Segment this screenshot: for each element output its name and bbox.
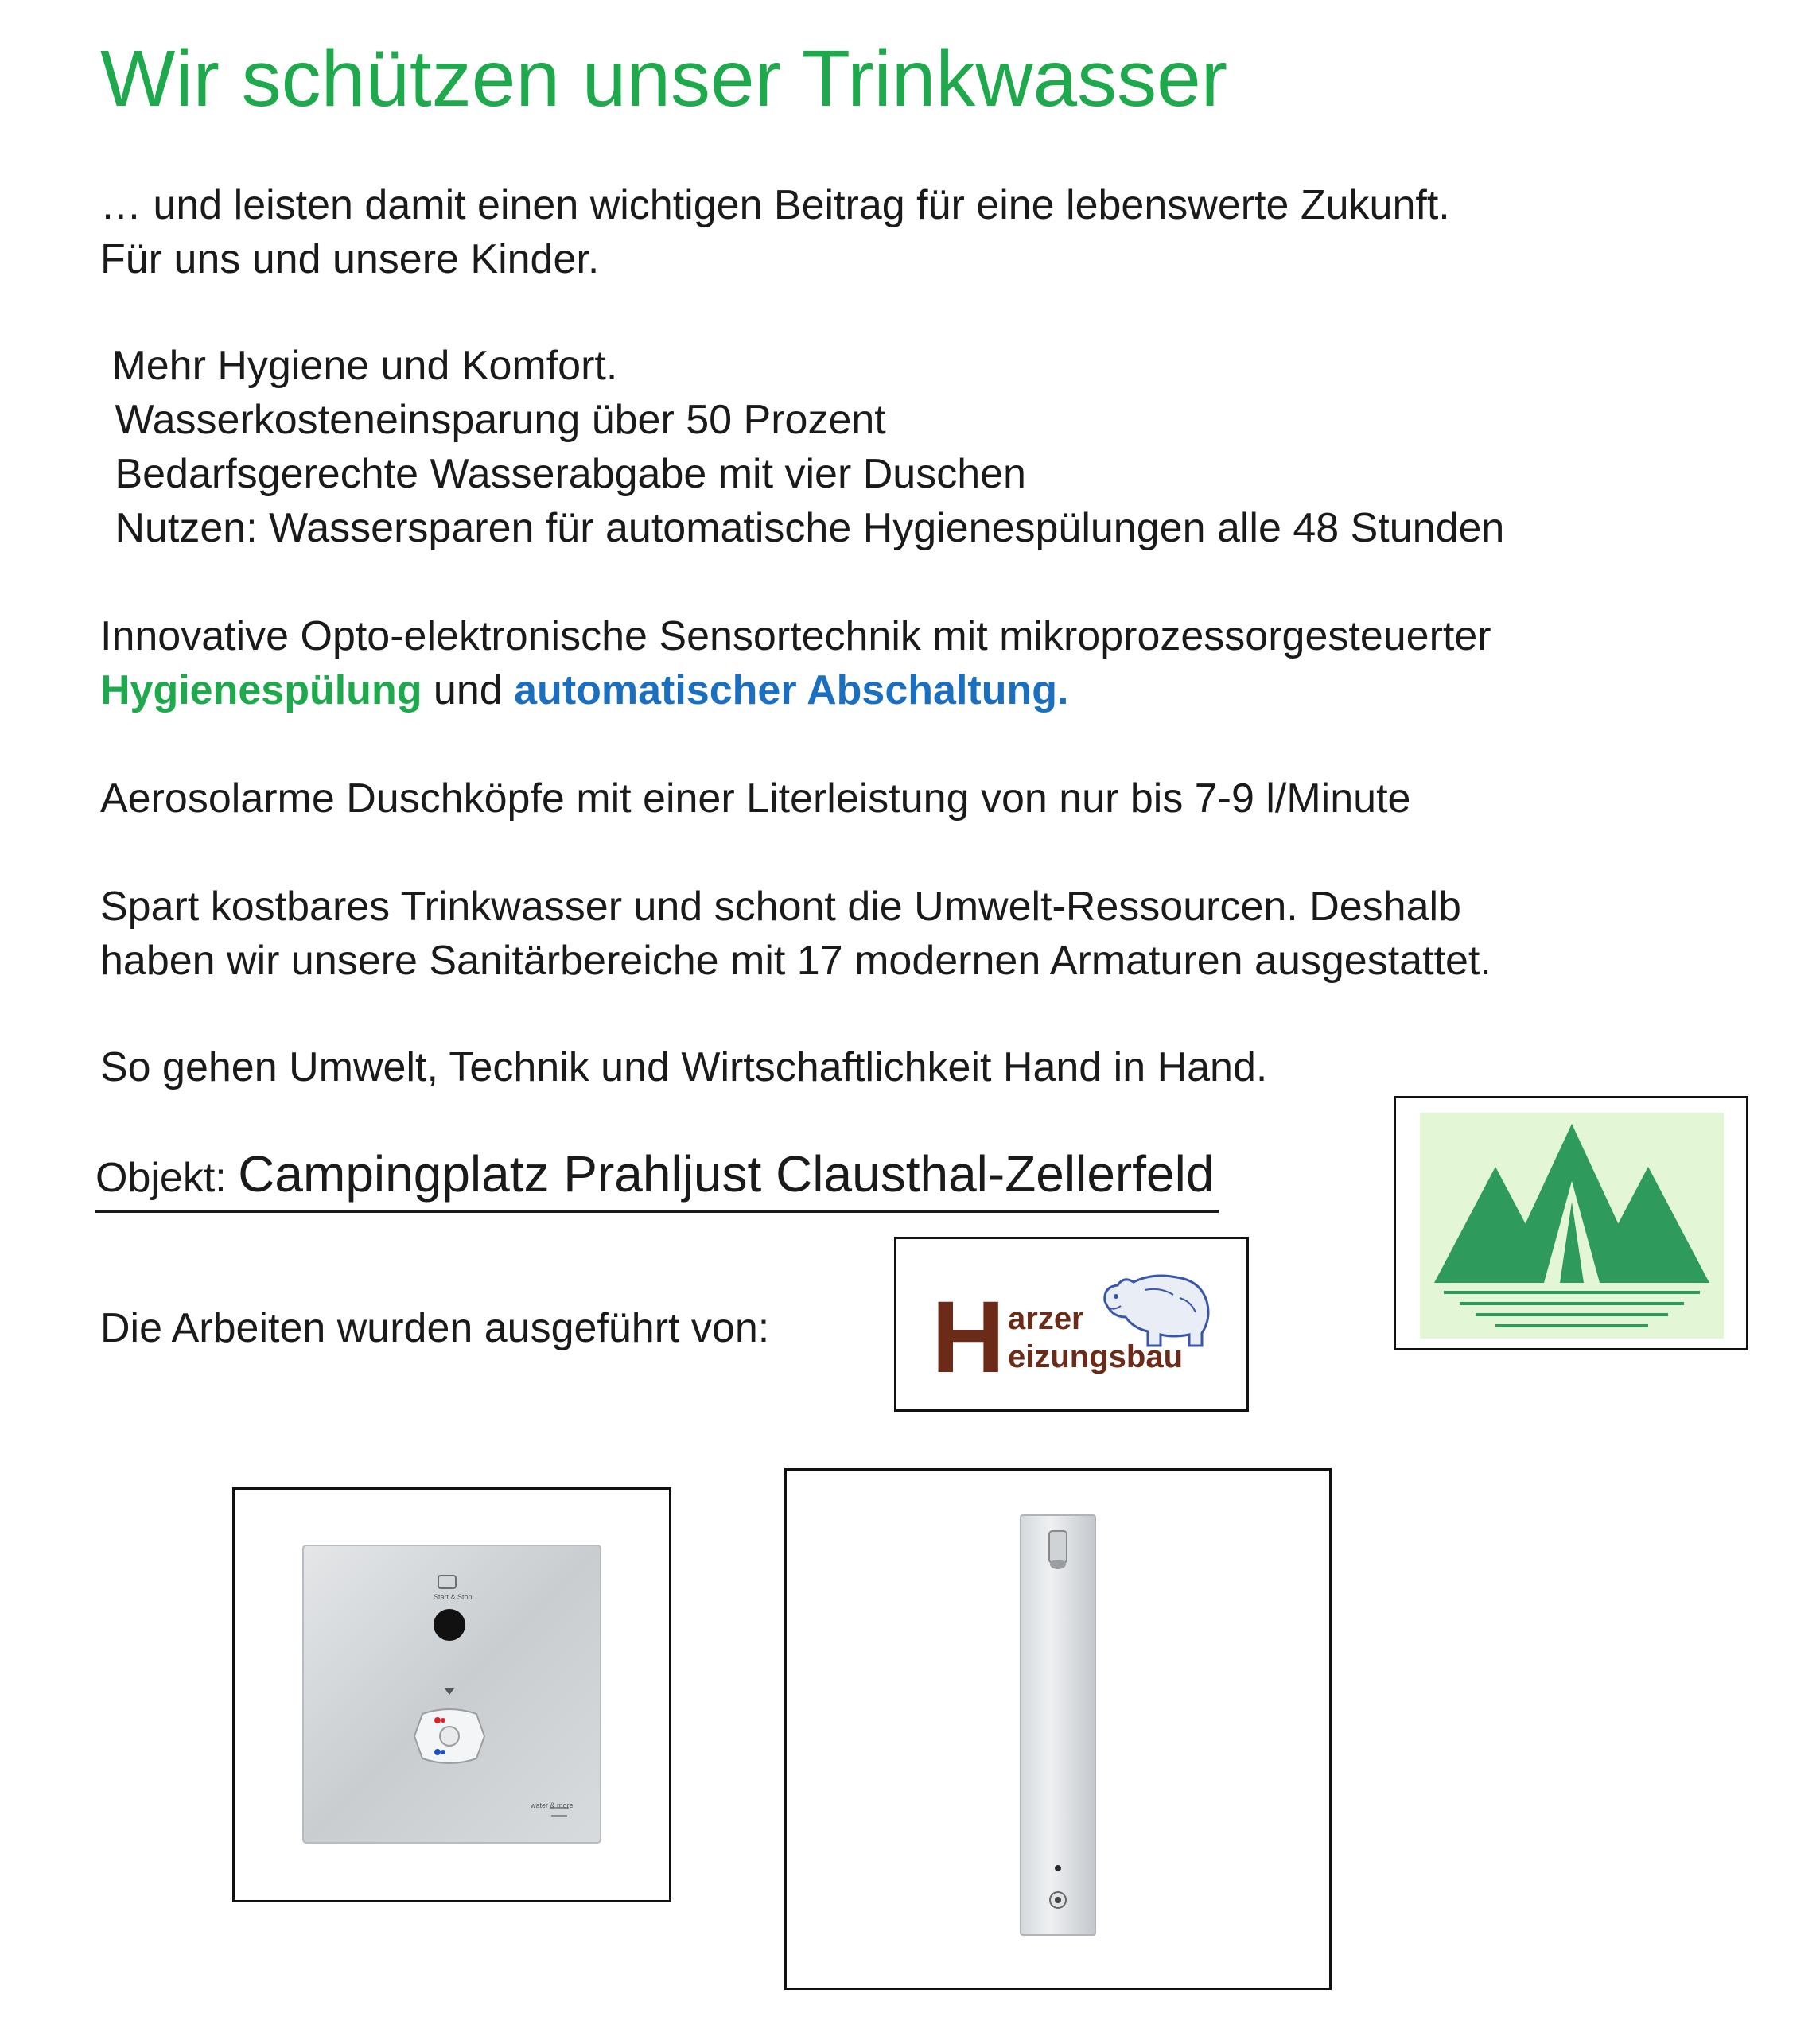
benefit-flush: Nutzen: Wassersparen für automatische Hygienespülungen alle 48 Stunden: [103, 505, 1505, 551]
panel-bottom-label: water & more: [531, 1801, 574, 1809]
page-title: Wir schützen unser Trinkwasser: [100, 34, 1228, 123]
benefit-demand: Bedarfsgerechte Wasserabgabe mit vier Duschen: [103, 451, 1026, 497]
contractor-label: Die Arbeiten wurden ausgeführt von:: [100, 1305, 770, 1351]
aerosol-text: Aerosolarme Duschköpfe mit einer Literleistung von nur bis 7-9 l/Minute: [100, 775, 1411, 822]
savings-line-1: Spart kostbares Trinkwasser und schont die Umwelt-Ressourcen. Deshalb: [100, 884, 1461, 930]
logo-word-heizungsbau: eizungsbau: [1008, 1339, 1184, 1374]
camping-logo-frame: [1394, 1096, 1748, 1350]
logo-letter-h: H: [931, 1280, 1005, 1394]
objekt-name: Campingplatz Prahljust Clausthal-Zellerfeld: [238, 1145, 1215, 1203]
shower-column: [787, 1471, 1329, 1988]
logo-word-harzer: arzer: [1008, 1301, 1084, 1336]
intro-line-2: Für uns und unsere Kinder.: [100, 236, 600, 282]
closing-text: So gehen Umwelt, Technik und Wirtschaftlichkeit Hand in Hand.: [100, 1044, 1268, 1090]
savings-line-2: haben wir unsere Sanitärbereiche mit 17 modernen Armaturen ausgestattet.: [100, 938, 1491, 984]
tech-line-1: Innovative Opto-elektronische Sensortechnik mit mikroprozessorgesteuerter: [100, 613, 1491, 659]
polar-bear-icon: [1097, 1266, 1216, 1349]
auto-shutoff-highlight: automatischer Abschaltung.: [514, 667, 1069, 713]
hygiene-flush-highlight: Hygienespülung: [100, 667, 422, 713]
objekt-line: [95, 1142, 1219, 1213]
shower-control-panel: [235, 1490, 669, 1900]
objekt-label: Objekt:: [95, 1155, 239, 1201]
benefit-hygiene: Mehr Hygiene und Komfort.: [100, 343, 618, 389]
panel-top-label: Start & Stop: [434, 1593, 472, 1601]
benefit-cost: Wasserkosteneinsparung über 50 Prozent: [103, 397, 886, 443]
intro-line-1: … und leisten damit einen wichtigen Beitrag für eine lebenswerte Zukunft.: [100, 182, 1450, 228]
tech-connector: und: [422, 667, 515, 713]
shower-control-panel-photo: [232, 1487, 671, 1902]
shower-column-photo: [784, 1468, 1332, 1990]
tech-line-2: [100, 663, 1068, 717]
camping-tent-logo: [1420, 1113, 1724, 1339]
harzer-heizungsbau-logo: [894, 1237, 1249, 1412]
